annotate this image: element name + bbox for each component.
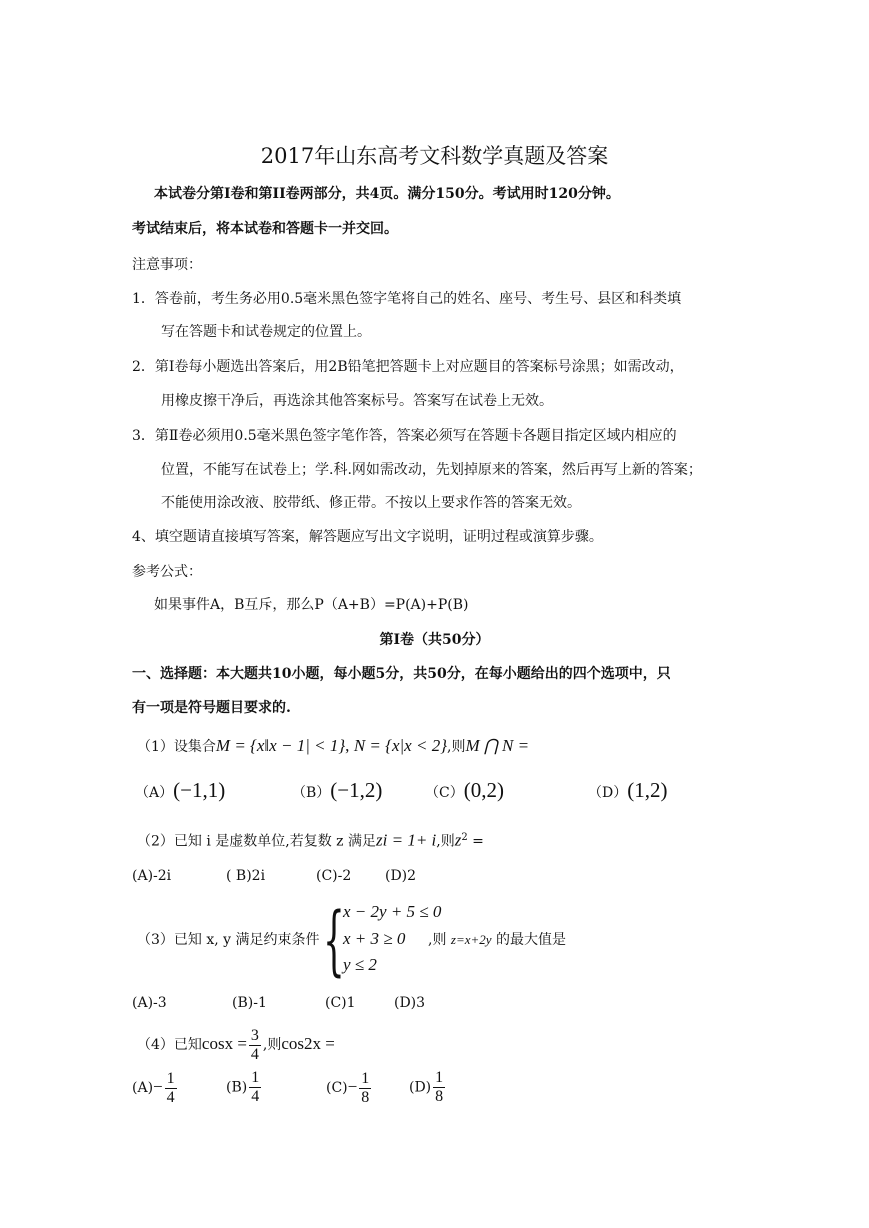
q4-option-b-label: (B) bbox=[226, 1079, 248, 1096]
q4-fraction-num: 3 bbox=[250, 1026, 259, 1044]
q1-option-d-label: （D） bbox=[588, 785, 628, 801]
q2-option-a: (A)-2i bbox=[132, 868, 172, 884]
q4-option-d-fraction bbox=[433, 1069, 445, 1106]
q4-option-a-label: (A) bbox=[132, 1080, 154, 1096]
q1-option-c bbox=[425, 780, 504, 803]
q4-option-d-label: (D) bbox=[409, 1079, 432, 1096]
note-3b: 位置，不能写在试卷上；学.科.网如需改动，先划掉原来的答案，然后再写上新的答案； bbox=[161, 462, 702, 478]
q4-option-c-den: 8 bbox=[361, 1088, 370, 1106]
q3-constraint-1: x − 2y + 5 ≤ 0 bbox=[343, 902, 442, 921]
q4-option-c-num: 1 bbox=[361, 1069, 370, 1087]
q4-option-d bbox=[409, 1069, 447, 1106]
q1-option-a bbox=[135, 780, 225, 803]
intro-line-2: 考试结束后，将本试卷和答题卡一并交回。 bbox=[132, 221, 398, 237]
q1-option-c-label: （C） bbox=[425, 785, 464, 801]
notes-heading: 注意事项： bbox=[132, 257, 202, 273]
q3-constraint-3: y ≤ 2 bbox=[343, 955, 377, 974]
q3-suffix bbox=[428, 930, 566, 950]
q1-option-b-label: （B） bbox=[292, 785, 331, 801]
q1-option-d-value: (1,2) bbox=[627, 778, 668, 802]
q4-cos: cosx = bbox=[201, 1034, 247, 1053]
q2-z: z bbox=[454, 830, 462, 850]
q4-option-a-sign: − bbox=[153, 1077, 163, 1096]
note-2a: 2．第Ⅰ卷每小题选出答案后，用2B铅笔把答题卡上对应题目的答案标号涂黑；如需改动， bbox=[132, 359, 684, 375]
q1-sep: , bbox=[345, 736, 350, 755]
note-3c: 不能使用涂改液、胶带纸、修正带。不按以上要求作答的答案无效。 bbox=[161, 495, 581, 511]
q1-option-b-value: (−1,2) bbox=[330, 778, 383, 802]
q2-eq: = bbox=[467, 833, 484, 850]
q3-option-a: (A)-3 bbox=[132, 995, 167, 1011]
q4-option-a bbox=[132, 1069, 179, 1107]
note-2b: 用橡皮擦干净后，再选涂其他答案标号。答案写在试卷上无效。 bbox=[161, 393, 553, 409]
q4-fraction bbox=[249, 1027, 261, 1064]
q3-prefix: （3）已知 x, y 满足约束条件 bbox=[137, 932, 320, 948]
q3-suffix-2: 的最大值是 bbox=[496, 932, 567, 948]
q2-option-b: ( B)2i bbox=[226, 868, 266, 884]
formula-heading: 参考公式： bbox=[132, 564, 202, 580]
q4-option-a-num: 1 bbox=[166, 1069, 175, 1087]
question-4 bbox=[137, 1026, 335, 1064]
q2-exponent: 2 bbox=[461, 832, 468, 843]
formula-text: 如果事件A，B互斥，那么P（A+B）=P(A)+P(B) bbox=[154, 597, 469, 613]
q1-option-b bbox=[292, 780, 382, 803]
q4-option-c bbox=[326, 1069, 373, 1107]
q2-mid: ,则 bbox=[436, 833, 455, 850]
q1-option-a-value: (−1,1) bbox=[173, 778, 226, 802]
q4-cos2x: cos2x = bbox=[281, 1034, 335, 1053]
q2-option-d: (D)2 bbox=[385, 868, 417, 884]
q3-option-b: (B)-1 bbox=[232, 995, 267, 1011]
q1-set-m: M = {x‖x − 1| < 1} bbox=[215, 736, 346, 755]
q1-set-n: N = {x|x < 2} bbox=[353, 736, 447, 755]
section-instruction-1: 一、选择题：本大题共10小题，每小题5分，共50分，在每小题给出的四个选项中，只 bbox=[132, 666, 671, 682]
q3-suffix-1: ,则 bbox=[428, 932, 447, 948]
q3-option-d: (D)3 bbox=[394, 995, 426, 1011]
q4-option-c-fraction bbox=[359, 1070, 371, 1107]
q3-option-c: (C)1 bbox=[325, 995, 356, 1011]
q4-option-b-num: 1 bbox=[251, 1069, 260, 1086]
note-4: 4、填空题请直接填写答案，解答题应写出文字说明，证明过程或演算步骤。 bbox=[132, 529, 603, 545]
q1-prefix: （1）设集合 bbox=[137, 739, 216, 755]
q4-option-b-fraction bbox=[249, 1069, 261, 1106]
q4-option-a-fraction bbox=[165, 1070, 177, 1107]
q4-option-b bbox=[226, 1069, 263, 1106]
section-instruction-2: 有一项是符号题目要求的. bbox=[132, 700, 291, 716]
question-1 bbox=[137, 736, 529, 757]
section-heading: 第Ⅰ卷（共50分） bbox=[379, 632, 490, 648]
note-3a: 3．第Ⅱ卷必须用0.5毫米黑色签字笔作答，答案必须写在答题卡各题目指定区域内相应的 bbox=[132, 428, 677, 444]
note-1a: 1．答卷前，考生务必用0.5毫米黑色签字笔将自己的姓名、座号、考生号、县区和科类填 bbox=[132, 291, 682, 307]
q4-fraction-den: 4 bbox=[250, 1045, 259, 1063]
q4-option-c-sign: − bbox=[347, 1077, 358, 1096]
intro-line-1: 本试卷分第Ⅰ卷和第II卷两部分，共4页。满分150分。考试用时120分钟。 bbox=[154, 186, 620, 202]
q1-option-a-label: （A） bbox=[135, 785, 174, 801]
q4-prefix: （4）已知 bbox=[137, 1037, 202, 1053]
question-2 bbox=[137, 828, 484, 852]
q4-option-d-num: 1 bbox=[435, 1069, 444, 1086]
q3-brace: { bbox=[323, 895, 345, 984]
q4-option-c-label: (C) bbox=[326, 1080, 348, 1096]
q1-suffix: ,则 bbox=[447, 739, 466, 755]
q3-constraint-2: x + 3 ≥ 0 bbox=[343, 929, 406, 948]
q4-mid: ,则 bbox=[262, 1037, 282, 1053]
page-title: 2017年山东高考文科数学真题及答案 bbox=[260, 144, 609, 168]
q2-condition: zi = 1+ i bbox=[376, 830, 437, 850]
note-1b: 写在答题卡和试卷规定的位置上。 bbox=[161, 324, 371, 340]
q1-option-c-value: (0,2) bbox=[463, 778, 504, 802]
q4-option-d-den: 8 bbox=[435, 1088, 444, 1105]
q3-objective: z=x+2y bbox=[450, 932, 492, 947]
q4-option-a-den: 4 bbox=[166, 1088, 175, 1106]
q1-option-d bbox=[588, 780, 667, 803]
q1-intersection: M ⋂ N = bbox=[465, 736, 530, 755]
q4-option-b-den: 4 bbox=[251, 1088, 260, 1105]
q2-option-c: (C)-2 bbox=[316, 868, 352, 884]
q2-prefix: （2）已知 i 是虚数单位,若复数 z 满足 bbox=[137, 833, 377, 850]
